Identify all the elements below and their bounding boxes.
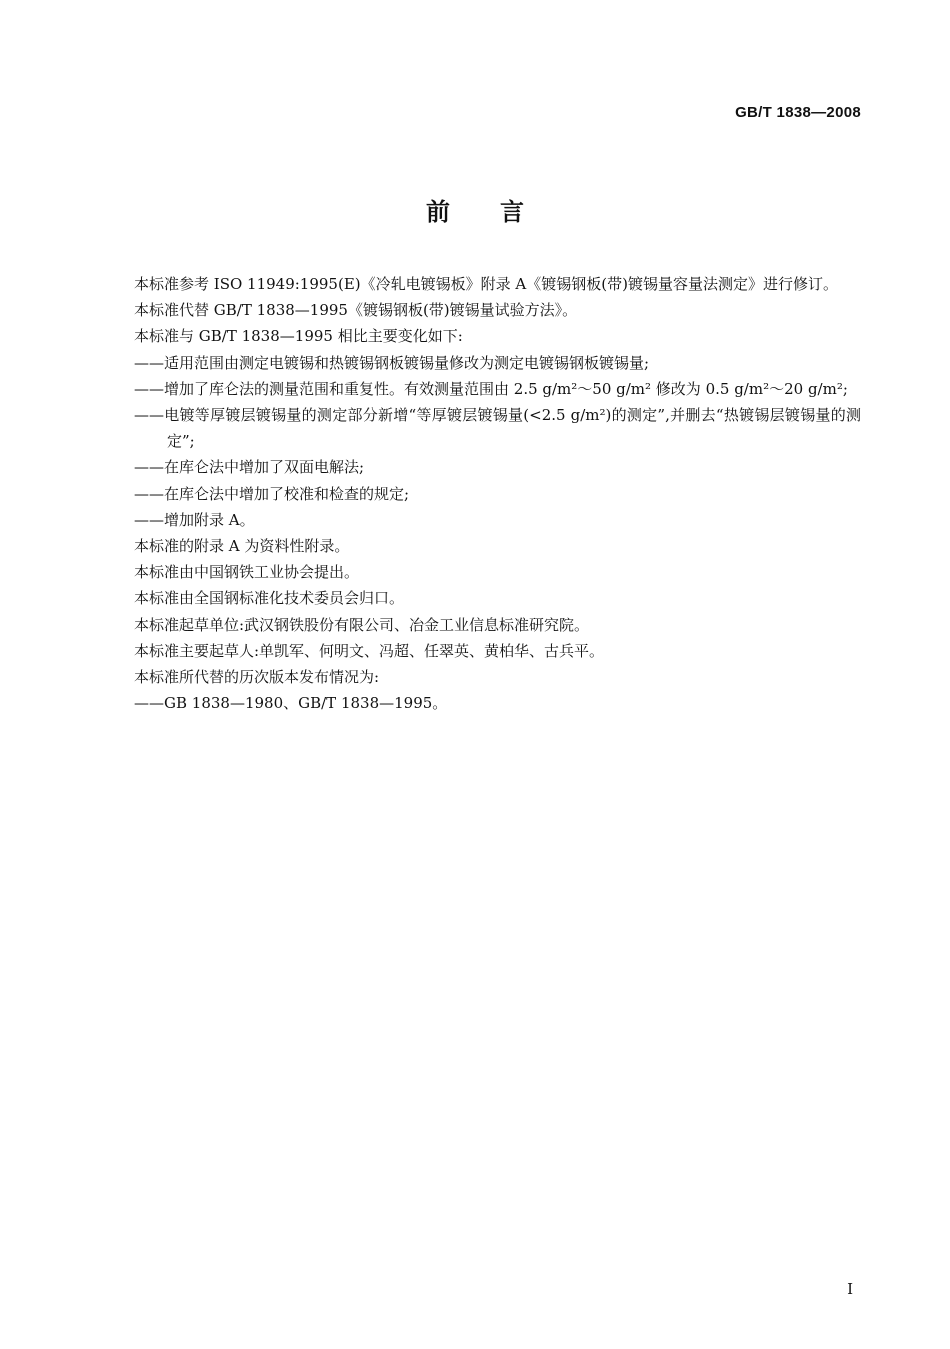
page-title: 前言 — [426, 198, 574, 226]
paragraph-reference: 本标准参考 ISO 11949:1995(E)《冷轧电镀锡板》附录 A《镀锡钢板(带)镀锡量容量法测定》进行修订。 — [134, 275, 838, 293]
paragraph-replaces: 本标准代替 GB/T 1838—1995《镀锡钢板(带)镀锡量试验方法》。 — [134, 301, 578, 320]
paragraph-proposer: 本标准由中国钢铁工业协会提出。 — [134, 563, 360, 582]
change-item: ——增加附录 A。 — [134, 510, 255, 529]
change-item: ——电镀等厚镀层镀锡量的测定部分新增“等厚镀层镀锡量(<2.5 g/m²)的测定”,并删去“热镀锡层镀锡量的测定”; — [134, 406, 861, 451]
paragraph-drafting-units: 本标准起草单位:武汉钢铁股份有限公司、冶金工业信息标准研究院。 — [134, 615, 590, 634]
paragraph-centralized: 本标准由全国钢标准化技术委员会归口。 — [134, 589, 405, 608]
history-item: ——GB 1838—1980、GB/T 1838—1995。 — [134, 694, 448, 713]
change-item: ——在库仑法中增加了双面电解法; — [134, 458, 365, 477]
paragraph-drafters: 本标准主要起草人:单凯军、何明文、冯超、任翠英、黄柏华、古兵平。 — [134, 641, 605, 660]
standard-code: GB/T 1838—2008 — [735, 104, 861, 121]
change-item: ——在库仑法中增加了校准和检查的规定; — [134, 484, 410, 503]
change-item: ——适用范围由测定电镀锡和热镀锡钢板镀锡量修改为测定电镀锡钢板镀锡量; — [134, 353, 650, 372]
paragraph-changes-intro: 本标准与 GB/T 1838—1995 相比主要变化如下: — [134, 327, 463, 346]
change-item: ——增加了库仑法的测量范围和重复性。有效测量范围由 2.5 g/m²～50 g/m² 修改为 0.5 g/m²～20 g/m²; — [134, 379, 848, 398]
paragraph-history-intro: 本标准所代替的历次版本发布情况为: — [134, 668, 380, 687]
page-number: I — [847, 1280, 853, 1298]
foreword-body — [99, 271, 861, 716]
paragraph-annex: 本标准的附录 A 为资料性附录。 — [134, 537, 350, 556]
